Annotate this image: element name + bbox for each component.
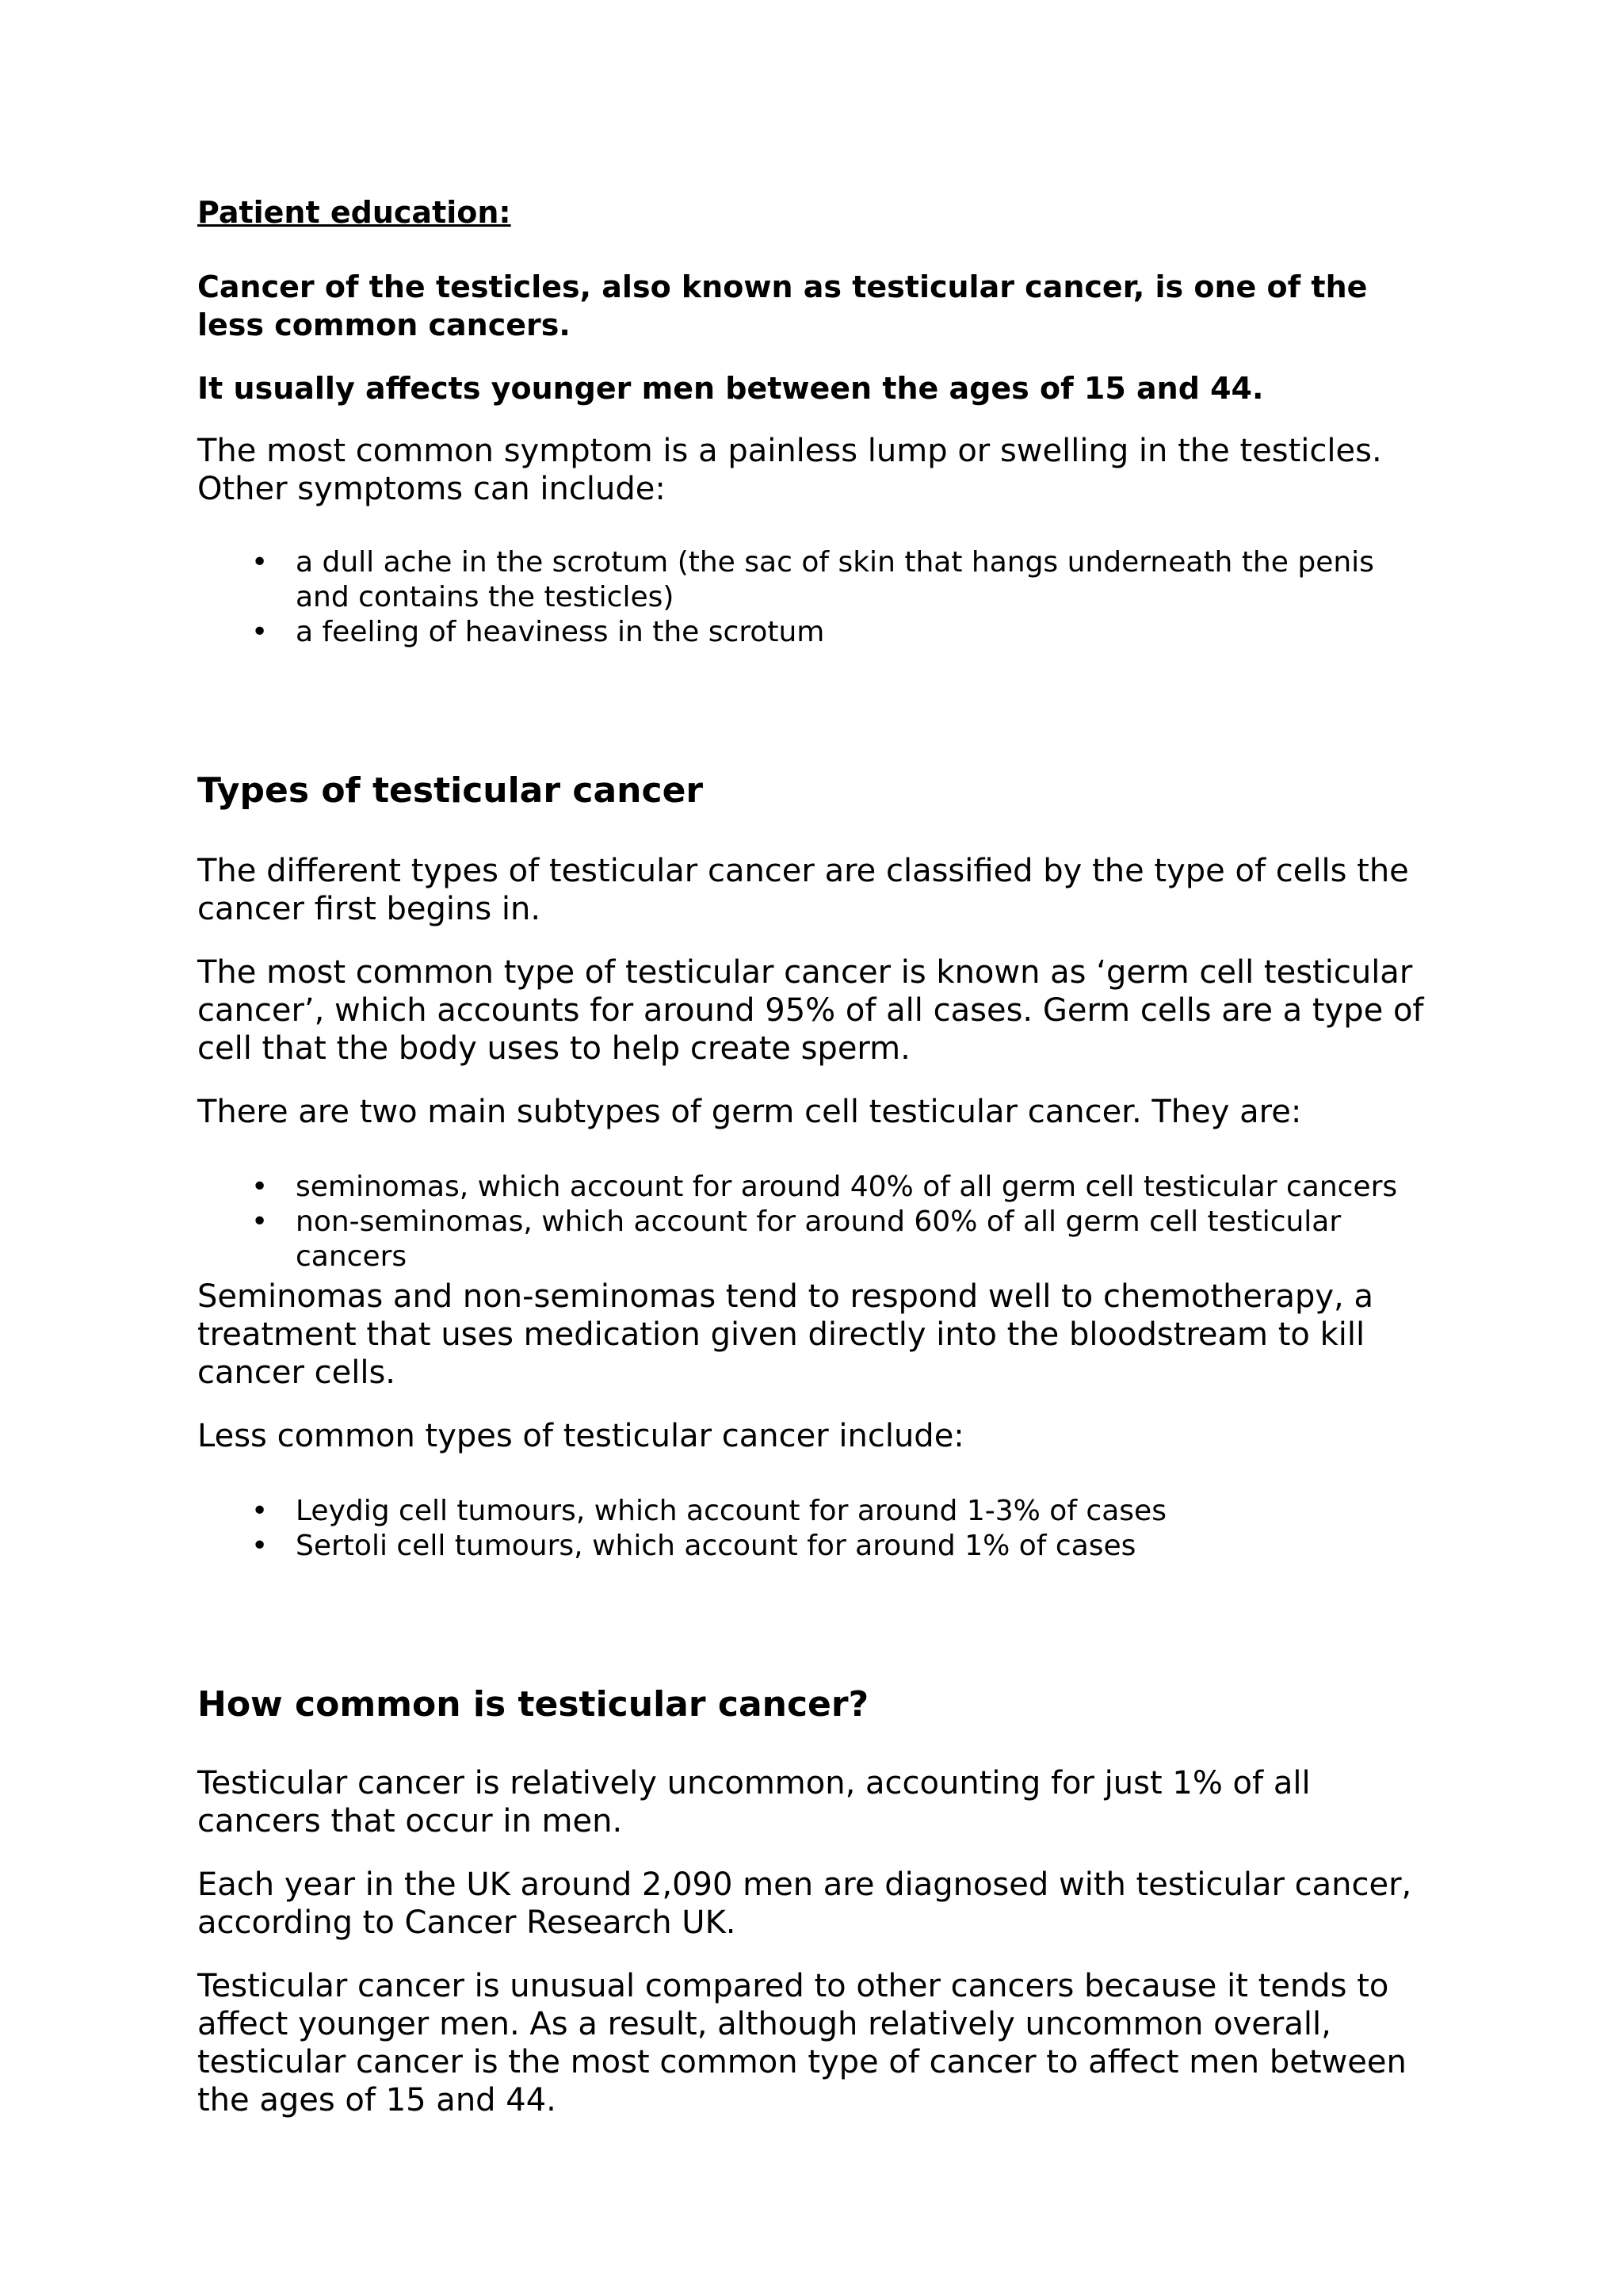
list-item: • non-seminomas, which account for around 60% of all germ cell testicular cancers bbox=[251, 1205, 1342, 1273]
symptoms-list bbox=[197, 545, 1434, 650]
list-item: • Sertoli cell tumours, which account for around 1% of cases bbox=[251, 1530, 1136, 1562]
less-common-list bbox=[197, 1494, 1434, 1564]
bullet-icon: • bbox=[251, 616, 269, 648]
common-paragraph-1: Testicular cancer is relatively uncommon, accounting for just 1% of all cancers that occur in men. bbox=[197, 1765, 1311, 1839]
how-common-heading: How common is testicular cancer? bbox=[197, 1684, 869, 1725]
bullet-icon: • bbox=[251, 1205, 269, 1238]
patient-education-title: Patient education: bbox=[197, 195, 511, 230]
bullet-icon: • bbox=[251, 1171, 269, 1203]
bullet-icon: • bbox=[251, 1530, 269, 1562]
bullet-icon: • bbox=[251, 546, 269, 579]
bullet-icon: • bbox=[251, 1495, 269, 1527]
types-paragraph-3: There are two main subtypes of germ cell testicular cancer. They are: bbox=[197, 1094, 1302, 1130]
types-paragraph-5: Less common types of testicular cancer include: bbox=[197, 1418, 964, 1454]
subtypes-list bbox=[197, 1170, 1434, 1274]
types-heading: Types of testicular cancer bbox=[197, 770, 704, 811]
list-item: • seminomas, which account for around 40% of all germ cell testicular cancers bbox=[251, 1171, 1398, 1203]
types-paragraph-1: The different types of testicular cancer are classified by the type of cells the cancer first begins in. bbox=[197, 853, 1409, 927]
symptom-intro-paragraph: The most common symptom is a painless lump or swelling in the testicles. Other symptoms can include: bbox=[197, 433, 1382, 507]
list-item: • a feeling of heaviness in the scrotum bbox=[251, 616, 825, 648]
intro-bold-line-1: Cancer of the testicles, also known as testicular cancer, is one of the less common cancers. bbox=[197, 269, 1368, 342]
types-paragraph-2: The most common type of testicular cancer is known as ‘germ cell testicular cancer’, which accounts for around 95% of all cases. Germ cells are a type of cell that the body uses to help create sperm. bbox=[197, 954, 1424, 1067]
common-paragraph-3: Testicular cancer is unusual compared to other cancers because it tends to affect younger men. As a result, although relatively uncommon overall, testicular cancer is the most common type of cancer to affect men between the ages of 15 and 44. bbox=[197, 1968, 1407, 2118]
intro-bold-line-2: It usually affects younger men between the ages of 15 and 44. bbox=[197, 371, 1264, 406]
list-item: • Leydig cell tumours, which account for around 1-3% of cases bbox=[251, 1495, 1167, 1527]
list-item: • a dull ache in the scrotum (the sac of skin that hangs underneath the penis and contains the testicles) bbox=[251, 546, 1374, 613]
types-paragraph-4: Seminomas and non-seminomas tend to respond well to chemotherapy, a treatment that uses medication given directly into the bloodstream to kill cancer cells. bbox=[197, 1278, 1373, 1391]
common-paragraph-2: Each year in the UK around 2,090 men are diagnosed with testicular cancer, according to Cancer Research UK. bbox=[197, 1866, 1412, 1941]
